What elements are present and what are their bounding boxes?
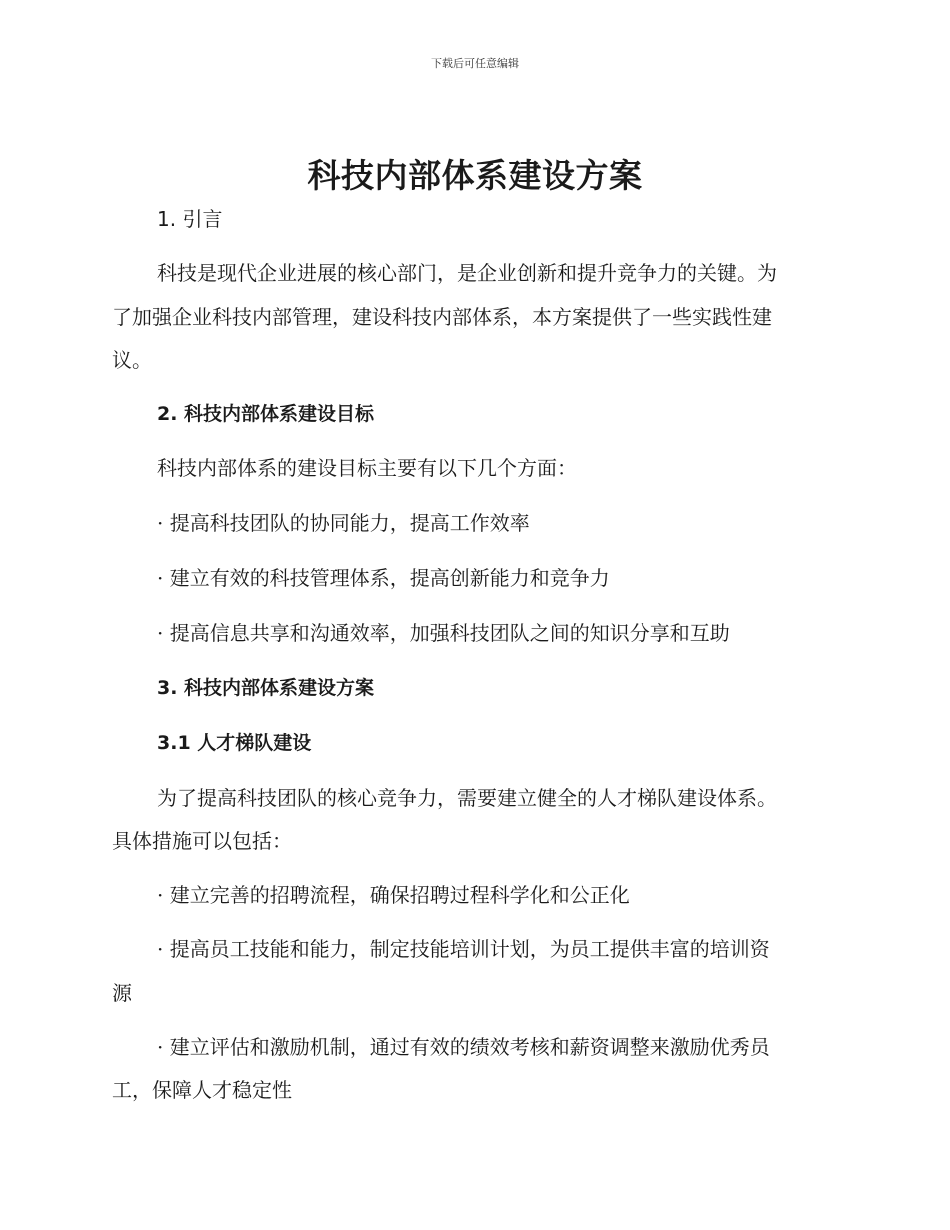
section-heading-intro: 1. 引言 [157,207,223,231]
goals-list-item: · 提高科技团队的协同能力，提高工作效率 [157,511,530,535]
page-header-note: 下载后可任意编辑 [431,57,519,70]
subsection-heading-talent: 3.1 人才梯队建设 [157,732,312,754]
intro-paragraph-line-2: 了加强企业科技内部管理，建设科技内部体系，本方案提供了一些实践性建 [112,305,772,329]
talent-list-item: · 建立完善的招聘流程，确保招聘过程科学化和公正化 [157,883,630,907]
talent-list-item: · 提高员工技能和能力，制定技能培训计划，为员工提供丰富的培训资 [157,937,770,961]
talent-list-item-continuation: 源 [112,981,132,1005]
section-heading-goals: 2. 科技内部体系建设目标 [157,403,375,425]
talent-paragraph-line-1: 为了提高科技团队的核心竞争力，需要建立健全的人才梯队建设体系。 [157,786,777,810]
talent-list-item: · 建立评估和激励机制，通过有效的绩效考核和薪资调整来激励优秀员 [157,1035,770,1059]
talent-list-item-continuation: 工，保障人才稳定性 [112,1078,292,1102]
goals-lead-text: 科技内部体系的建设目标主要有以下几个方面： [157,456,577,480]
goals-list-item: · 提高信息共享和沟通效率，加强科技团队之间的知识分享和互助 [157,621,730,645]
talent-paragraph-line-2: 具体措施可以包括： [112,829,292,853]
intro-paragraph-line-3: 议。 [112,348,152,372]
document-title: 科技内部体系建设方案 [307,156,643,195]
intro-paragraph-line-1: 科技是现代企业进展的核心部门，是企业创新和提升竞争力的关键。为 [157,261,777,285]
section-heading-plan: 3. 科技内部体系建设方案 [157,677,375,699]
goals-list-item: · 建立有效的科技管理体系，提高创新能力和竞争力 [157,566,610,590]
